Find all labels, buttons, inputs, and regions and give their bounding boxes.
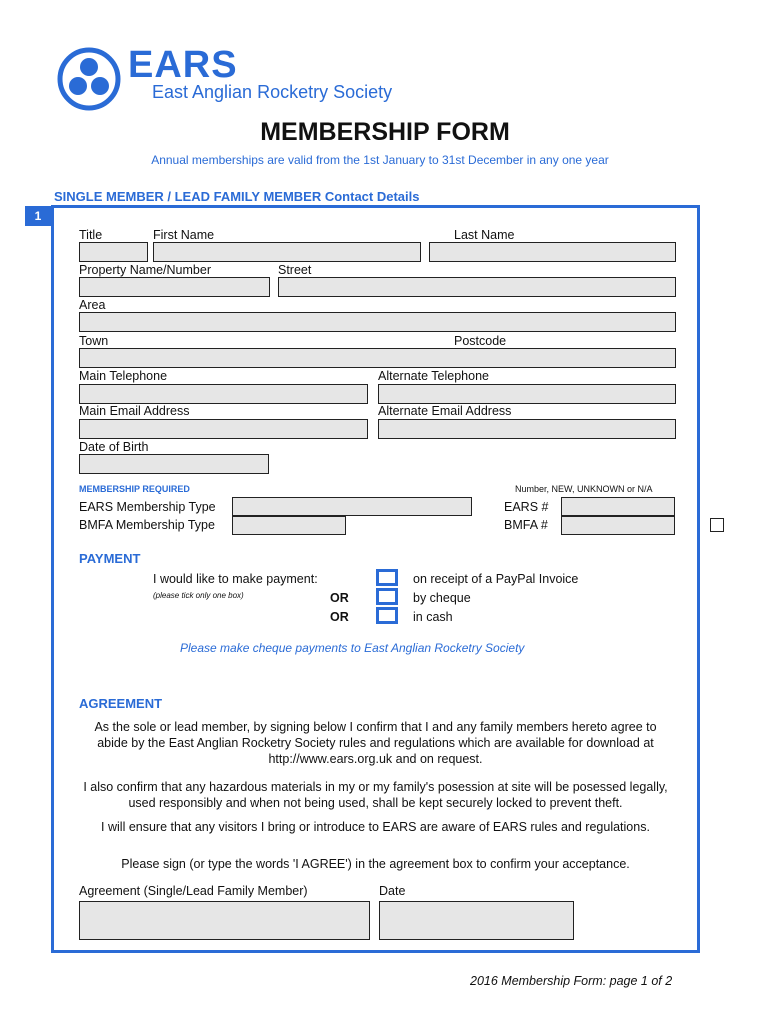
paypal-checkbox[interactable] [376, 569, 398, 586]
property-label: Property Name/Number [79, 263, 211, 277]
area-label: Area [79, 298, 106, 312]
payment-or-2: OR [330, 610, 349, 624]
ears-number-field[interactable] [561, 497, 675, 516]
main-email-label: Main Email Address [79, 404, 190, 418]
main-phone-field[interactable] [79, 384, 368, 404]
paypal-option-label: on receipt of a PayPal Invoice [413, 572, 579, 586]
cheque-checkbox[interactable] [376, 588, 398, 605]
agreement-para-1-line-3: http://www.ears.org.uk and on request. [268, 752, 483, 766]
agreement-para-1-line-2: abide by the East Anglian Rocketry Society rules and regulations which are available for download at [97, 736, 654, 750]
cash-checkbox[interactable] [376, 607, 398, 624]
agreement-date-field[interactable] [379, 901, 574, 940]
side-checkbox[interactable] [710, 518, 724, 532]
payment-prompt: I would like to make payment: [153, 572, 318, 586]
cheque-payee-note: Please make cheque payments to East Anglian Rocketry Society [180, 641, 525, 655]
bmfa-type-field[interactable] [232, 516, 346, 535]
last-name-label: Last Name [454, 228, 515, 242]
street-label: Street [278, 263, 312, 277]
title-label: Title [79, 228, 103, 242]
ears-type-field[interactable] [232, 497, 472, 516]
page-footer: 2016 Membership Form: page 1 of 2 [470, 974, 673, 988]
agreement-sign-label: Agreement (Single/Lead Family Member) [79, 884, 308, 898]
agreement-para-1 [55, 719, 696, 767]
bmfa-type-label: BMFA Membership Type [79, 518, 215, 532]
logo-name: EARS [128, 44, 238, 86]
last-name-field[interactable] [429, 242, 676, 262]
street-field[interactable] [278, 277, 676, 297]
page-subtitle: Annual memberships are valid from the 1st January to 31st December in any one year [151, 153, 609, 167]
agreement-para-4: Please sign (or type the words 'I AGREE') in the agreement box to confirm your acceptance. [121, 857, 630, 871]
alt-phone-label: Alternate Telephone [378, 369, 489, 383]
alt-email-field[interactable] [378, 419, 676, 439]
ears-type-label: EARS Membership Type [79, 500, 216, 514]
agreement-heading: AGREEMENT [79, 696, 163, 711]
section-number-badge: 1 [25, 206, 51, 226]
agreement-para-2-line-2: used responsibly and when not being used, shall be kept securely locked to prevent theft. [128, 796, 623, 810]
area-field[interactable] [79, 312, 676, 332]
first-name-field[interactable] [153, 242, 421, 262]
ears-number-label: EARS # [504, 500, 549, 514]
contact-section-title: SINGLE MEMBER / LEAD FAMILY MEMBER Contact Details [54, 189, 420, 204]
alt-email-label: Alternate Email Address [378, 404, 512, 418]
dob-field[interactable] [79, 454, 269, 474]
alt-phone-field[interactable] [378, 384, 676, 404]
property-field[interactable] [79, 277, 270, 297]
agreement-para-3: I will ensure that any visitors I bring or introduce to EARS are aware of EARS rules and regulations. [101, 820, 650, 834]
cash-option-label: in cash [413, 610, 453, 624]
agreement-para-2 [55, 779, 696, 811]
postcode-label: Postcode [454, 334, 507, 348]
payment-heading: PAYMENT [79, 551, 141, 566]
page-title: MEMBERSHIP FORM [260, 118, 510, 146]
dob-label: Date of Birth [79, 440, 149, 454]
payment-or-1: OR [330, 591, 349, 605]
town-postcode-field[interactable] [79, 348, 676, 368]
ears-logo-icon [57, 47, 121, 111]
main-email-field[interactable] [79, 419, 368, 439]
bmfa-number-field[interactable] [561, 516, 675, 535]
agreement-date-label: Date [379, 884, 406, 898]
first-name-label: First Name [153, 228, 215, 242]
main-phone-label: Main Telephone [79, 369, 168, 383]
payment-note: (please tick only one box) [153, 591, 244, 600]
membership-number-hint: Number, NEW, UNKNOWN or N/A [515, 484, 653, 494]
agreement-para-2-line-1: I also confirm that any hazardous materials in my or my family's posession at site will be posessed legally, [83, 780, 668, 794]
membership-required-label: MEMBERSHIP REQUIRED [79, 484, 190, 494]
town-label: Town [79, 334, 109, 348]
logo-subtitle: East Anglian Rocketry Society [152, 82, 393, 102]
bmfa-number-label: BMFA # [504, 518, 548, 532]
agreement-para-1-line-1: As the sole or lead member, by signing below I confirm that I and any family members hereto agree to [94, 720, 657, 734]
title-field[interactable] [79, 242, 148, 262]
cheque-option-label: by cheque [413, 591, 471, 605]
agreement-signature-field[interactable] [79, 901, 370, 940]
